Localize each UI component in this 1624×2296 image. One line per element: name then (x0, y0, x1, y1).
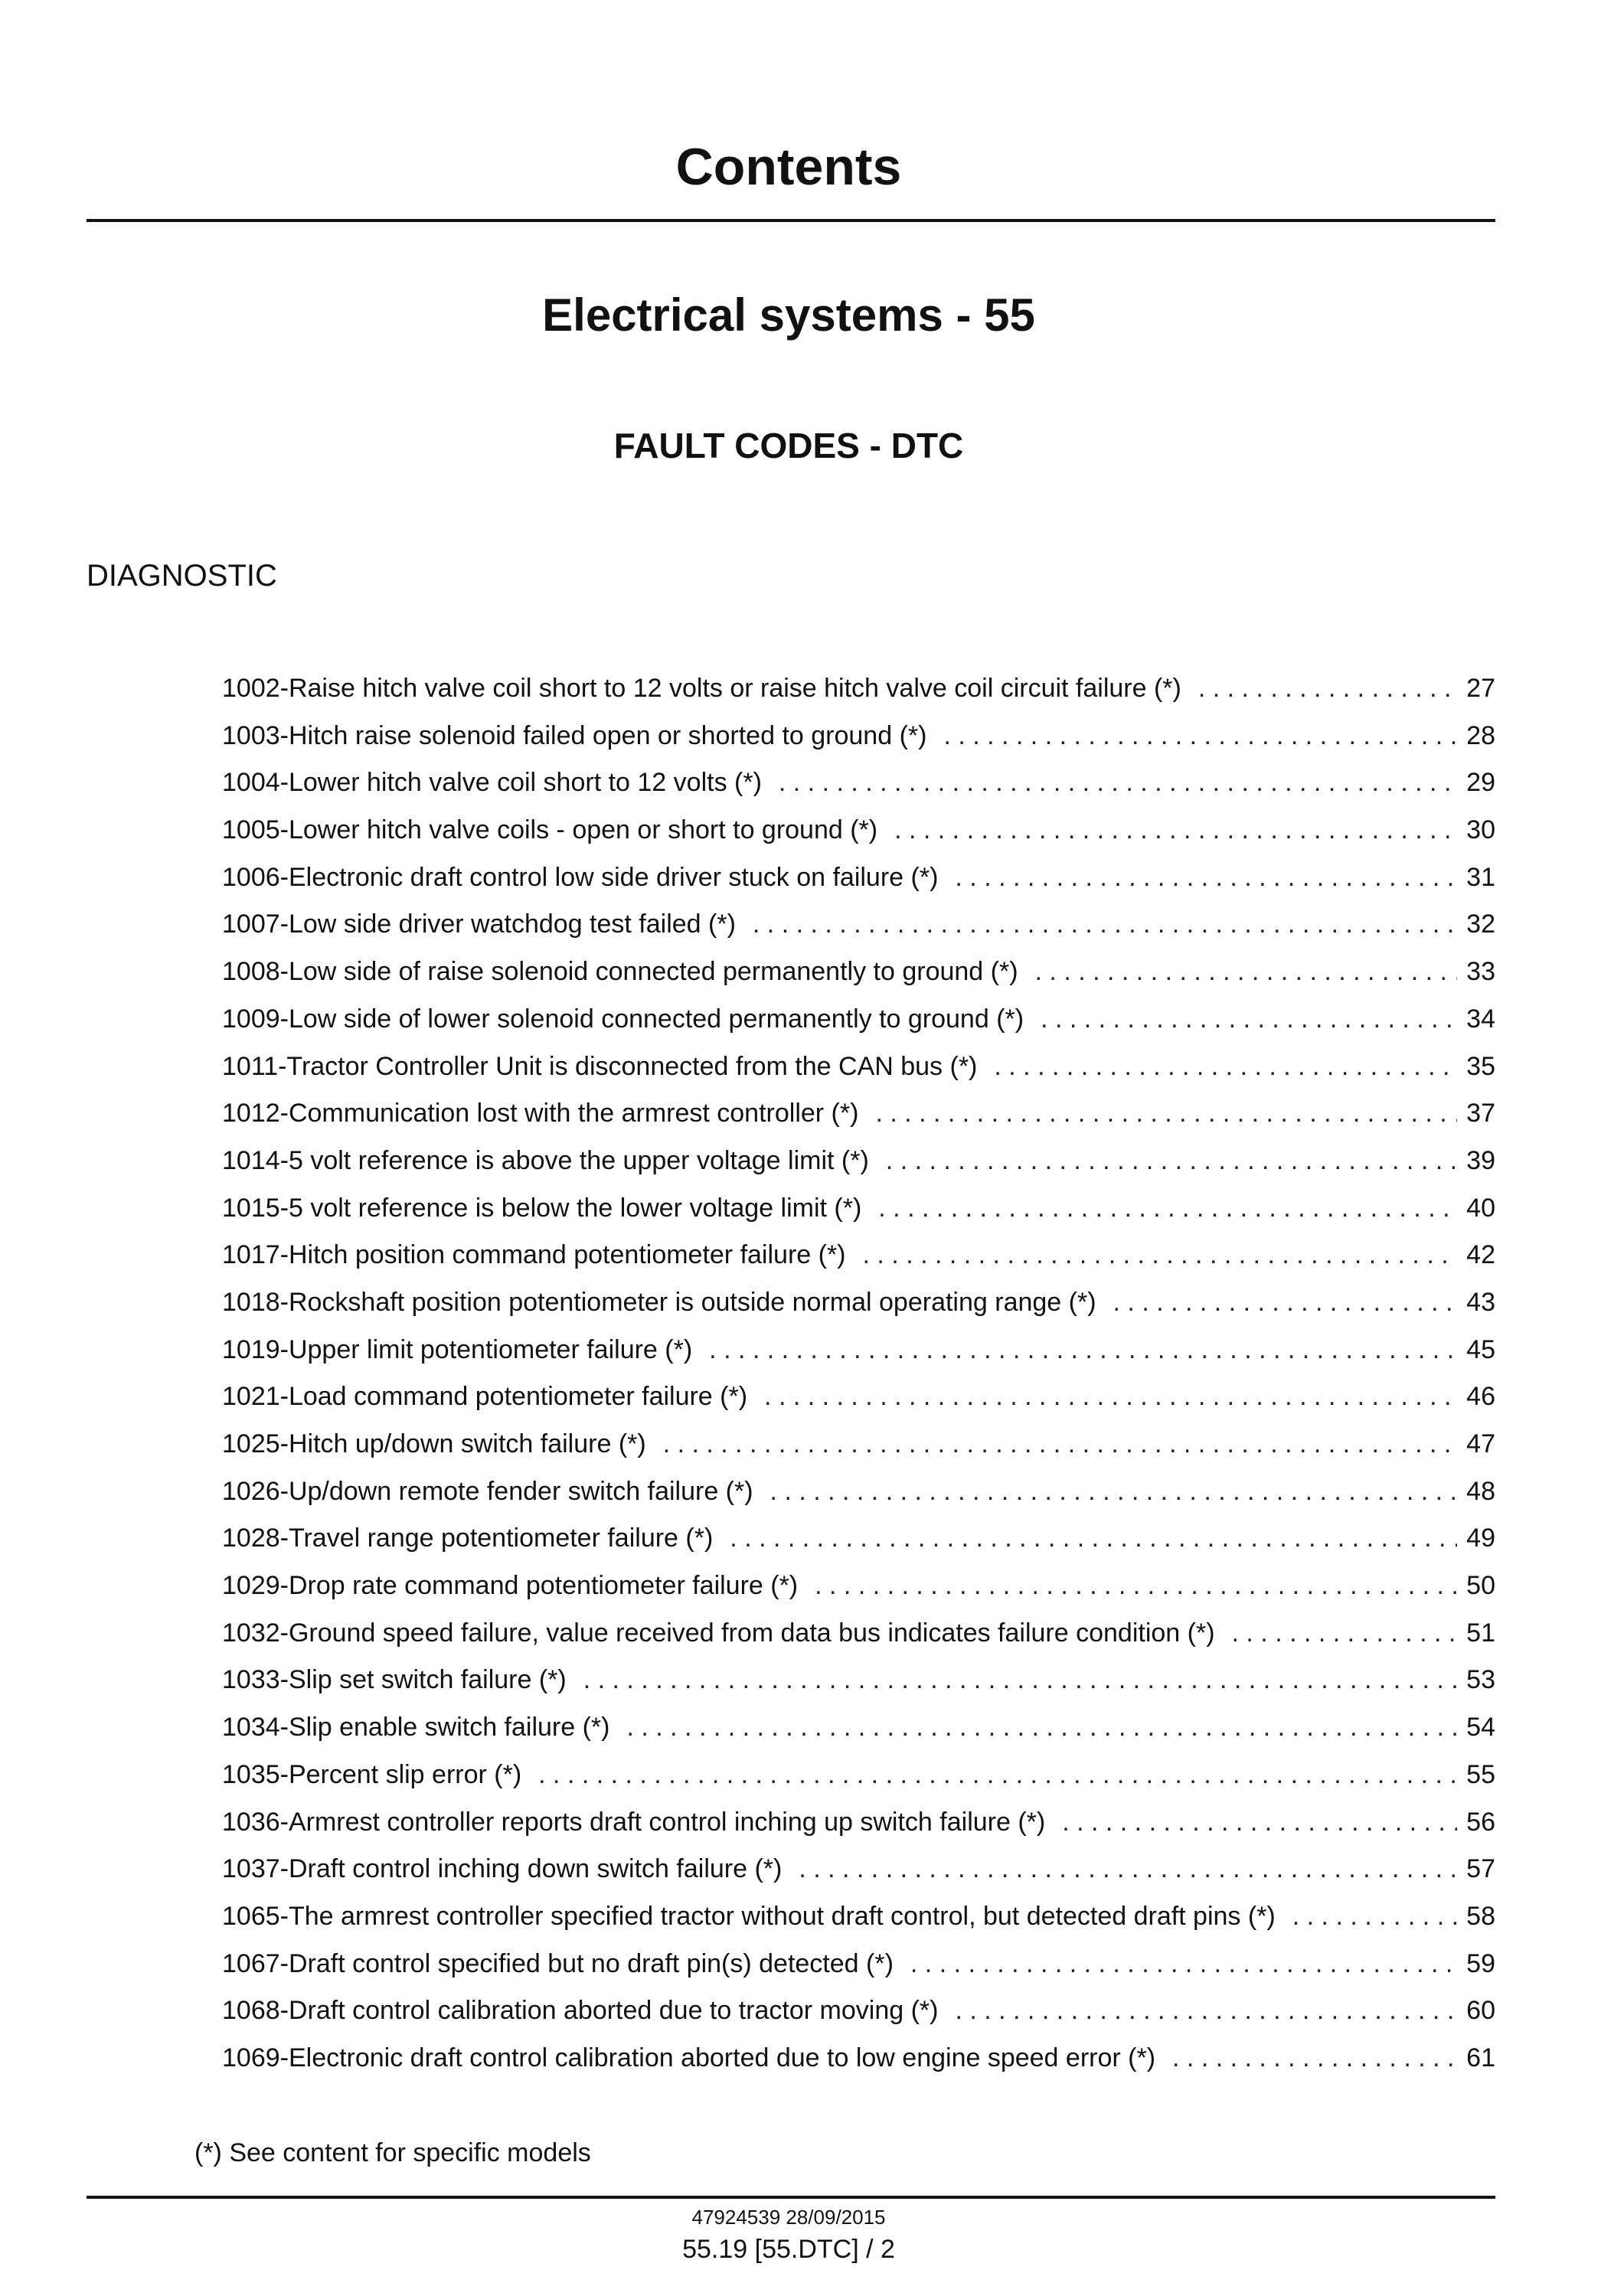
toc-entry-page: 27 (1466, 674, 1495, 703)
dot-leader (1172, 2035, 1457, 2082)
toc-entry-page: 50 (1466, 1571, 1495, 1601)
toc-entry-title: 1029-Drop rate command potentiometer failure (*) (222, 1571, 799, 1601)
toc-entry-page: 35 (1466, 1051, 1495, 1081)
toc-entry[interactable] (222, 1515, 1495, 1563)
toc-entry[interactable] (222, 1090, 1495, 1138)
dot-leader (1198, 665, 1457, 713)
toc-entry[interactable] (222, 665, 1495, 713)
dot-leader (1113, 1279, 1458, 1327)
dot-leader (1062, 1799, 1457, 1847)
toc-entry-page: 45 (1466, 1334, 1495, 1364)
toc-entry-page: 49 (1466, 1524, 1495, 1553)
toc-entry[interactable] (222, 759, 1495, 807)
footer-rule (87, 2196, 1495, 2199)
toc-entry-title: 1037-Draft control inching down switch failure (*) (222, 1854, 783, 1884)
dot-leader (764, 1373, 1457, 1421)
header-rule (87, 219, 1495, 222)
dot-leader (779, 759, 1457, 807)
toc-entry[interactable] (222, 1138, 1495, 1185)
toc-entry-page: 58 (1466, 1901, 1495, 1931)
toc-entry-title: 1034-Slip enable switch failure (*) (222, 1713, 610, 1742)
toc-entry[interactable] (222, 901, 1495, 949)
toc-entry[interactable] (222, 1610, 1495, 1657)
toc-entry-page: 30 (1466, 815, 1495, 845)
category-heading: DIAGNOSTIC (87, 559, 277, 593)
toc-entry-page: 59 (1466, 1948, 1495, 1978)
toc-entry-title: 1025-Hitch up/down switch failure (*) (222, 1429, 646, 1458)
toc-entry-title: 1035-Percent slip error (*) (222, 1759, 522, 1789)
section-title: Electrical systems - 55 (542, 289, 1035, 341)
toc-entry[interactable] (222, 1327, 1495, 1374)
toc-entry-title: 1026-Up/down remote fender switch failure (*) (222, 1476, 753, 1506)
dot-leader (1232, 1610, 1458, 1657)
dot-leader (663, 1421, 1457, 1468)
dot-leader (753, 901, 1457, 949)
toc-entry-page: 48 (1466, 1476, 1495, 1506)
dot-leader (538, 1752, 1457, 1799)
toc-entry-page: 33 (1466, 957, 1495, 987)
document-reference: 47924539 28/09/2015 (691, 2206, 886, 2229)
toc-entry-title: 1011-Tractor Controller Unit is disconnected from the CAN bus (*) (222, 1051, 978, 1081)
dot-leader (799, 1846, 1457, 1893)
toc-entry-page: 28 (1466, 720, 1495, 750)
toc-entry-title: 1009-Low side of lower solenoid connected permanently to ground (*) (222, 1004, 1024, 1034)
toc-entry-page: 42 (1466, 1240, 1495, 1270)
toc-entry-page: 61 (1466, 2043, 1495, 2072)
toc-entry-title: 1003-Hitch raise solenoid failed open or shorted to ground (*) (222, 720, 927, 750)
toc-entry[interactable] (222, 1657, 1495, 1704)
toc-entry-page: 60 (1466, 1996, 1495, 2026)
toc-entry[interactable] (222, 949, 1495, 996)
toc-entry-title: 1002-Raise hitch valve coil short to 12 volts or raise hitch valve coil circuit failure (*) (222, 674, 1181, 703)
dot-leader (583, 1657, 1457, 1704)
dot-leader (943, 713, 1457, 760)
dot-leader (1292, 1893, 1457, 1941)
dot-leader (815, 1563, 1457, 1610)
toc-list (222, 665, 1495, 2082)
dot-leader (955, 1987, 1457, 2035)
dot-leader (626, 1704, 1457, 1752)
toc-entry[interactable] (222, 1279, 1495, 1327)
toc-entry-page: 57 (1466, 1854, 1495, 1884)
toc-entry-title: 1028-Travel range potentiometer failure (*) (222, 1524, 714, 1553)
dot-leader (709, 1327, 1457, 1374)
dot-leader (863, 1232, 1458, 1279)
footnote: (*) See content for specific models (194, 2138, 591, 2167)
dot-leader (955, 854, 1457, 902)
dot-leader (730, 1515, 1457, 1563)
page-reference: 55.19 [55.DTC] / 2 (682, 2235, 895, 2264)
toc-entry[interactable] (222, 1799, 1495, 1847)
toc-entry-title: 1065-The armrest controller specified tractor without draft control, but detected draft pins (*) (222, 1901, 1276, 1931)
toc-entry-page: 37 (1466, 1099, 1495, 1128)
toc-entry-page: 54 (1466, 1713, 1495, 1742)
toc-entry-page: 31 (1466, 862, 1495, 892)
toc-entry[interactable] (222, 1563, 1495, 1610)
toc-entry[interactable] (222, 1421, 1495, 1468)
toc-entry-title: 1005-Lower hitch valve coils - open or short to ground (*) (222, 815, 878, 845)
toc-entry-title: 1033-Slip set switch failure (*) (222, 1665, 567, 1695)
toc-entry-title: 1017-Hitch position command potentiometer failure (*) (222, 1240, 846, 1270)
toc-entry-title: 1012-Communication lost with the armrest controller (*) (222, 1099, 859, 1128)
toc-entry[interactable] (222, 1373, 1495, 1421)
toc-entry[interactable] (222, 1704, 1495, 1752)
page-title: Contents (675, 138, 902, 196)
toc-entry[interactable] (222, 1468, 1495, 1516)
toc-entry-title: 1067-Draft control specified but no draft pin(s) detected (*) (222, 1948, 894, 1978)
dot-leader (1041, 996, 1457, 1043)
toc-entry-page: 56 (1466, 1807, 1495, 1837)
toc-entry[interactable] (222, 807, 1495, 854)
toc-entry-page: 32 (1466, 910, 1495, 939)
toc-entry-title: 1014-5 volt reference is above the upper voltage limit (*) (222, 1145, 869, 1175)
toc-entry[interactable] (222, 854, 1495, 902)
toc-entry-title: 1069-Electronic draft control calibration aborted due to low engine speed error (*) (222, 2043, 1156, 2072)
dot-leader (886, 1138, 1457, 1185)
dot-leader (1035, 949, 1458, 996)
toc-entry[interactable] (222, 1941, 1495, 1988)
toc-entry-title: 1015-5 volt reference is below the lower voltage limit (*) (222, 1193, 862, 1223)
toc-entry-page: 51 (1466, 1618, 1495, 1648)
dot-leader (770, 1468, 1458, 1516)
toc-entry-page: 46 (1466, 1382, 1495, 1412)
toc-entry-page: 29 (1466, 768, 1495, 798)
dot-leader (878, 1185, 1457, 1233)
toc-entry[interactable] (222, 713, 1495, 760)
toc-entry-title: 1006-Electronic draft control low side driver stuck on failure (*) (222, 862, 939, 892)
toc-entry[interactable] (222, 1185, 1495, 1233)
toc-entry-title: 1007-Low side driver watchdog test failed (*) (222, 910, 736, 939)
toc-entry-page: 40 (1466, 1193, 1495, 1223)
toc-entry-title: 1032-Ground speed failure, value received from data bus indicates failure condition (*) (222, 1618, 1215, 1648)
toc-entry[interactable] (222, 1846, 1495, 1893)
toc-entry-page: 47 (1466, 1429, 1495, 1458)
toc-entry[interactable] (222, 2035, 1495, 2082)
toc-entry-page: 34 (1466, 1004, 1495, 1034)
toc-entry[interactable] (222, 1752, 1495, 1799)
toc-entry[interactable] (222, 1043, 1495, 1091)
toc-entry-page: 55 (1466, 1759, 1495, 1789)
section-subtitle: FAULT CODES - DTC (613, 426, 964, 465)
dot-leader (994, 1043, 1457, 1091)
toc-entry[interactable] (222, 1987, 1495, 2035)
toc-entry-title: 1018-Rockshaft position potentiometer is outside normal operating range (*) (222, 1287, 1096, 1317)
toc-entry[interactable] (222, 1893, 1495, 1941)
toc-entry-page: 53 (1466, 1665, 1495, 1695)
toc-entry-title: 1021-Load command potentiometer failure (*) (222, 1382, 748, 1412)
dot-leader (910, 1941, 1457, 1988)
toc-entry-page: 43 (1466, 1287, 1495, 1317)
dot-leader (894, 807, 1457, 854)
dot-leader (875, 1090, 1457, 1138)
toc-entry-title: 1036-Armrest controller reports draft control inching up switch failure (*) (222, 1807, 1046, 1837)
toc-entry-page: 39 (1466, 1145, 1495, 1175)
toc-entry-title: 1004-Lower hitch valve coil short to 12 volts (*) (222, 768, 762, 798)
toc-entry-title: 1019-Upper limit potentiometer failure (*) (222, 1334, 693, 1364)
toc-entry[interactable] (222, 1232, 1495, 1279)
toc-entry-title: 1068-Draft control calibration aborted due to tractor moving (*) (222, 1996, 939, 2026)
toc-entry-title: 1008-Low side of raise solenoid connected permanently to ground (*) (222, 957, 1018, 987)
toc-entry[interactable] (222, 996, 1495, 1043)
